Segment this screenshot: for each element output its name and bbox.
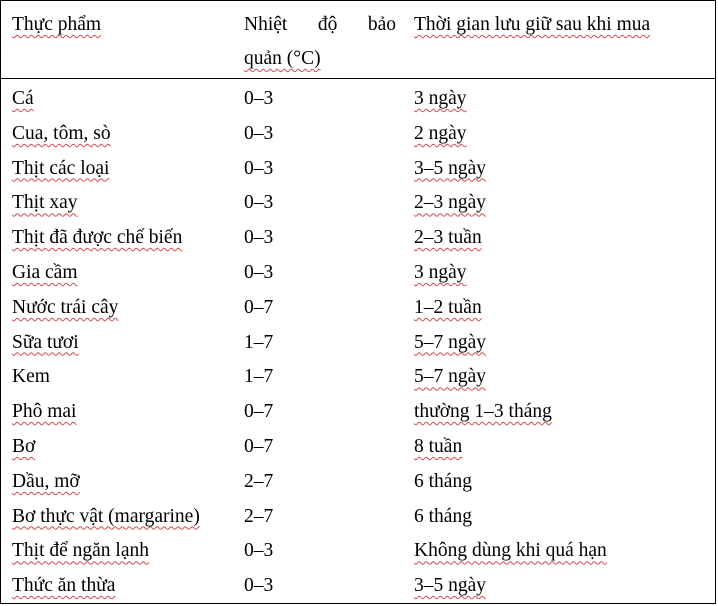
table-row [1, 326, 715, 361]
table-row [1, 465, 715, 500]
temperature-cell: 0–3 [244, 192, 274, 214]
temperature-cell: 2–7 [244, 505, 274, 527]
storage-time-cell: thường 1–3 tháng [414, 401, 552, 423]
table-row [1, 291, 715, 326]
storage-time-cell: 3–5 ngày [414, 157, 487, 179]
food-cell: Thịt các loại [12, 157, 110, 179]
storage-time-cell: 1–2 tuần [414, 296, 482, 318]
table-row [1, 186, 715, 221]
temperature-cell: 0–7 [244, 296, 274, 318]
storage-time-cell: 2–3 tuần [414, 227, 482, 249]
header-food: Thực phẩm [12, 14, 102, 35]
food-cell: Nước trái cây [12, 296, 119, 318]
storage-time-cell: 3–5 ngày [414, 575, 487, 597]
table-row [1, 395, 715, 430]
temperature-cell: 1–7 [244, 366, 274, 388]
food-cell: Thức ăn thừa [12, 575, 116, 597]
storage-time-cell: 2 ngày [414, 122, 467, 144]
storage-time-cell: 3 ngày [414, 88, 467, 109]
food-cell: Cá [12, 88, 34, 109]
temperature-cell: 0–3 [244, 575, 274, 597]
food-cell: Bơ thực vật (margarine) [12, 505, 200, 527]
temperature-cell: 2–7 [244, 470, 274, 492]
storage-time-cell: 8 tuần [414, 436, 463, 457]
table-row [1, 500, 715, 535]
header-temp-word: độ [317, 14, 338, 35]
table-header [1, 1, 715, 79]
temperature-cell: 1–7 [244, 331, 274, 353]
table-row [1, 152, 715, 187]
storage-time-cell: 2–3 ngày [414, 192, 487, 214]
table-row [1, 256, 715, 291]
header-temp-word: Nhiệt [244, 14, 288, 35]
table-row [1, 82, 715, 117]
table-row [1, 360, 715, 395]
header-storage-time: Thời gian lưu giữ sau khi mua [414, 14, 651, 35]
table-row [1, 430, 715, 465]
food-cell: Gia cầm [12, 262, 78, 283]
storage-time-cell: 5–7 ngày [414, 331, 487, 353]
storage-time-cell: 6 tháng [414, 505, 472, 527]
temperature-cell: 0–3 [244, 88, 274, 109]
food-cell: Bơ [12, 436, 36, 457]
food-cell: Cua, tôm, sò [12, 122, 111, 144]
table-row [1, 534, 715, 569]
food-cell: Dầu, mỡ [12, 470, 80, 492]
storage-time-cell: 3 ngày [414, 262, 467, 283]
temperature-cell: 0–3 [244, 157, 274, 179]
food-cell: Thịt để ngăn lạnh [12, 540, 150, 562]
temperature-cell: 0–3 [244, 262, 274, 283]
storage-time-cell: 5–7 ngày [414, 366, 487, 388]
temperature-cell: 0–3 [244, 122, 274, 144]
header-temp-line2: quản (°C) [244, 48, 321, 69]
temperature-cell: 0–3 [244, 540, 274, 562]
table-row [1, 117, 715, 152]
temperature-cell: 0–7 [244, 401, 274, 423]
storage-time-cell: 6 tháng [414, 470, 472, 492]
temperature-cell: 0–3 [244, 227, 274, 249]
temperature-cell: 0–7 [244, 436, 274, 457]
header-temp-word: bảo [367, 14, 396, 35]
food-cell: Thịt xay [12, 192, 78, 214]
food-cell: Kem [12, 366, 50, 388]
table-row [1, 221, 715, 256]
food-cell: Phô mai [12, 401, 77, 423]
food-cell: Thịt đã được chế biến [12, 227, 183, 249]
food-cell: Sữa tươi [12, 331, 79, 353]
storage-time-cell: Không dùng khi quá hạn [414, 540, 607, 562]
header-temperature [244, 8, 396, 76]
table-row [1, 569, 715, 604]
